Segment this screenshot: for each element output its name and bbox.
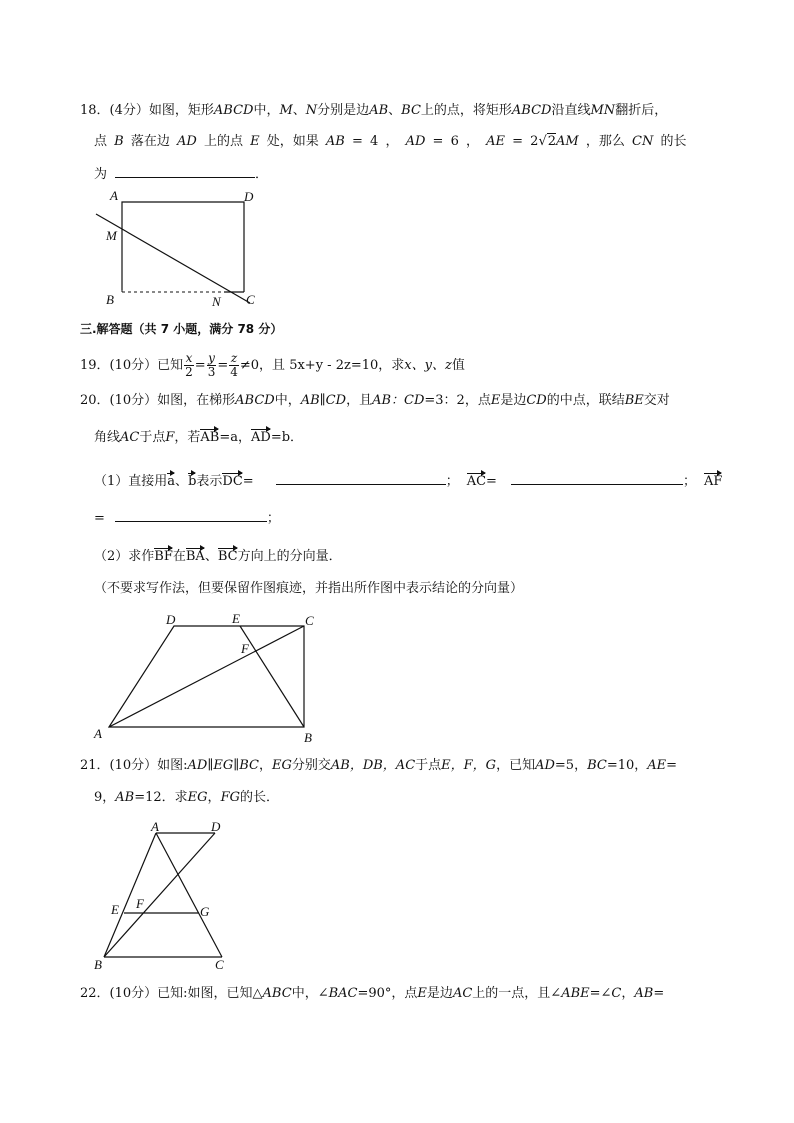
q18-line3: 为 ． [94,164,268,184]
q21-label-F: F [136,896,144,911]
q21-figure [90,818,240,978]
q20-blank-dc[interactable] [276,471,446,485]
q20-label-A: A [94,726,102,741]
q21-label-G: G [200,904,210,919]
q18-label-A: A [110,188,118,203]
q21-line2: 9，AB=12．求EG，FG的长． [94,790,279,805]
q18-line1: 18．(4分）如图，矩形ABCD中，M、N分别是边AB、BC上的点，将矩形ABCD沿直线MN翻折后， [80,103,668,118]
q21-label-A: A [151,819,159,834]
q20-label-C: C [305,613,314,628]
q21-label-D: D [211,819,221,834]
q18-label-C: C [246,292,255,307]
q20-label-B: B [304,730,312,745]
q19-eq2: = [217,358,229,373]
q22-line1: 22．(10分）已知:如图，已知△ABC中，∠BAC=90°，点E是边AC上的一点，且∠ABE=∠C，AB= [80,986,665,1001]
q21-label-B: B [94,957,102,972]
q18-figure [90,188,270,310]
section3-heading: 三.解答题（共 7 小题，满分 78 分） [80,322,283,336]
q21-label-C: C [215,957,224,972]
q21-label-E: E [111,902,119,917]
q18-line2: 点 B 落在边 AD 上的点 E 处，如果 AB = 4 ， AD = 6 ， AE = 2√2AM ，那么 CN 的长 [94,134,687,149]
q20-label-E: E [232,611,240,626]
q20-blank-af[interactable] [115,508,267,522]
q18-label-N: N [212,294,221,309]
q18-rect2: ABCD [511,103,552,118]
q18-ad2: AD [405,134,426,149]
q20-line1: 20．(10分）如图，在梯形ABCD中，AB∥CD，且AB：CD=3：2，点E是边CD的中点，联结BE交对 [80,393,670,408]
q20-label-D: D [166,612,176,627]
q18-label-M: M [106,228,117,243]
q19-line: 19．(10分）已知 $\frac{x}{2}$ = $\frac{y}{3}$ = $\frac{z}{4}$ ≠0，且 5x+y - 2z=10，求x、y、z值 [80,351,465,379]
q18-answer-blank[interactable] [115,164,255,178]
q20-figure [90,610,330,745]
q18-ab2: AB [325,134,345,149]
q18-label-D: D [244,189,254,204]
q18-label-B: B [106,292,114,307]
q20-line2: 角线AC于点F，若AB=a，AD=b． [94,426,303,447]
q18-sep2: 、 [388,103,402,118]
q20-note: （不要求写作法，但要保留作图痕迹，并指出所作图中表示结论的分向量） [94,581,524,596]
q20-part1-cont: = ； [94,508,280,528]
q20-label-F: F [241,641,249,656]
q20-part1: （1）直接用a、b表示DC= ； AC= ； AF [94,470,722,491]
q21-line1: 21．(10分）如图:AD∥EG∥BC，EG分别交AB，DB，AC于点E，F，G，已知AD=5，BC=10，AE= [80,758,678,773]
q20-blank-ac[interactable] [511,471,683,485]
q20-part2: （2）求作BF在BA、BC方向上的分向量． [94,545,342,566]
